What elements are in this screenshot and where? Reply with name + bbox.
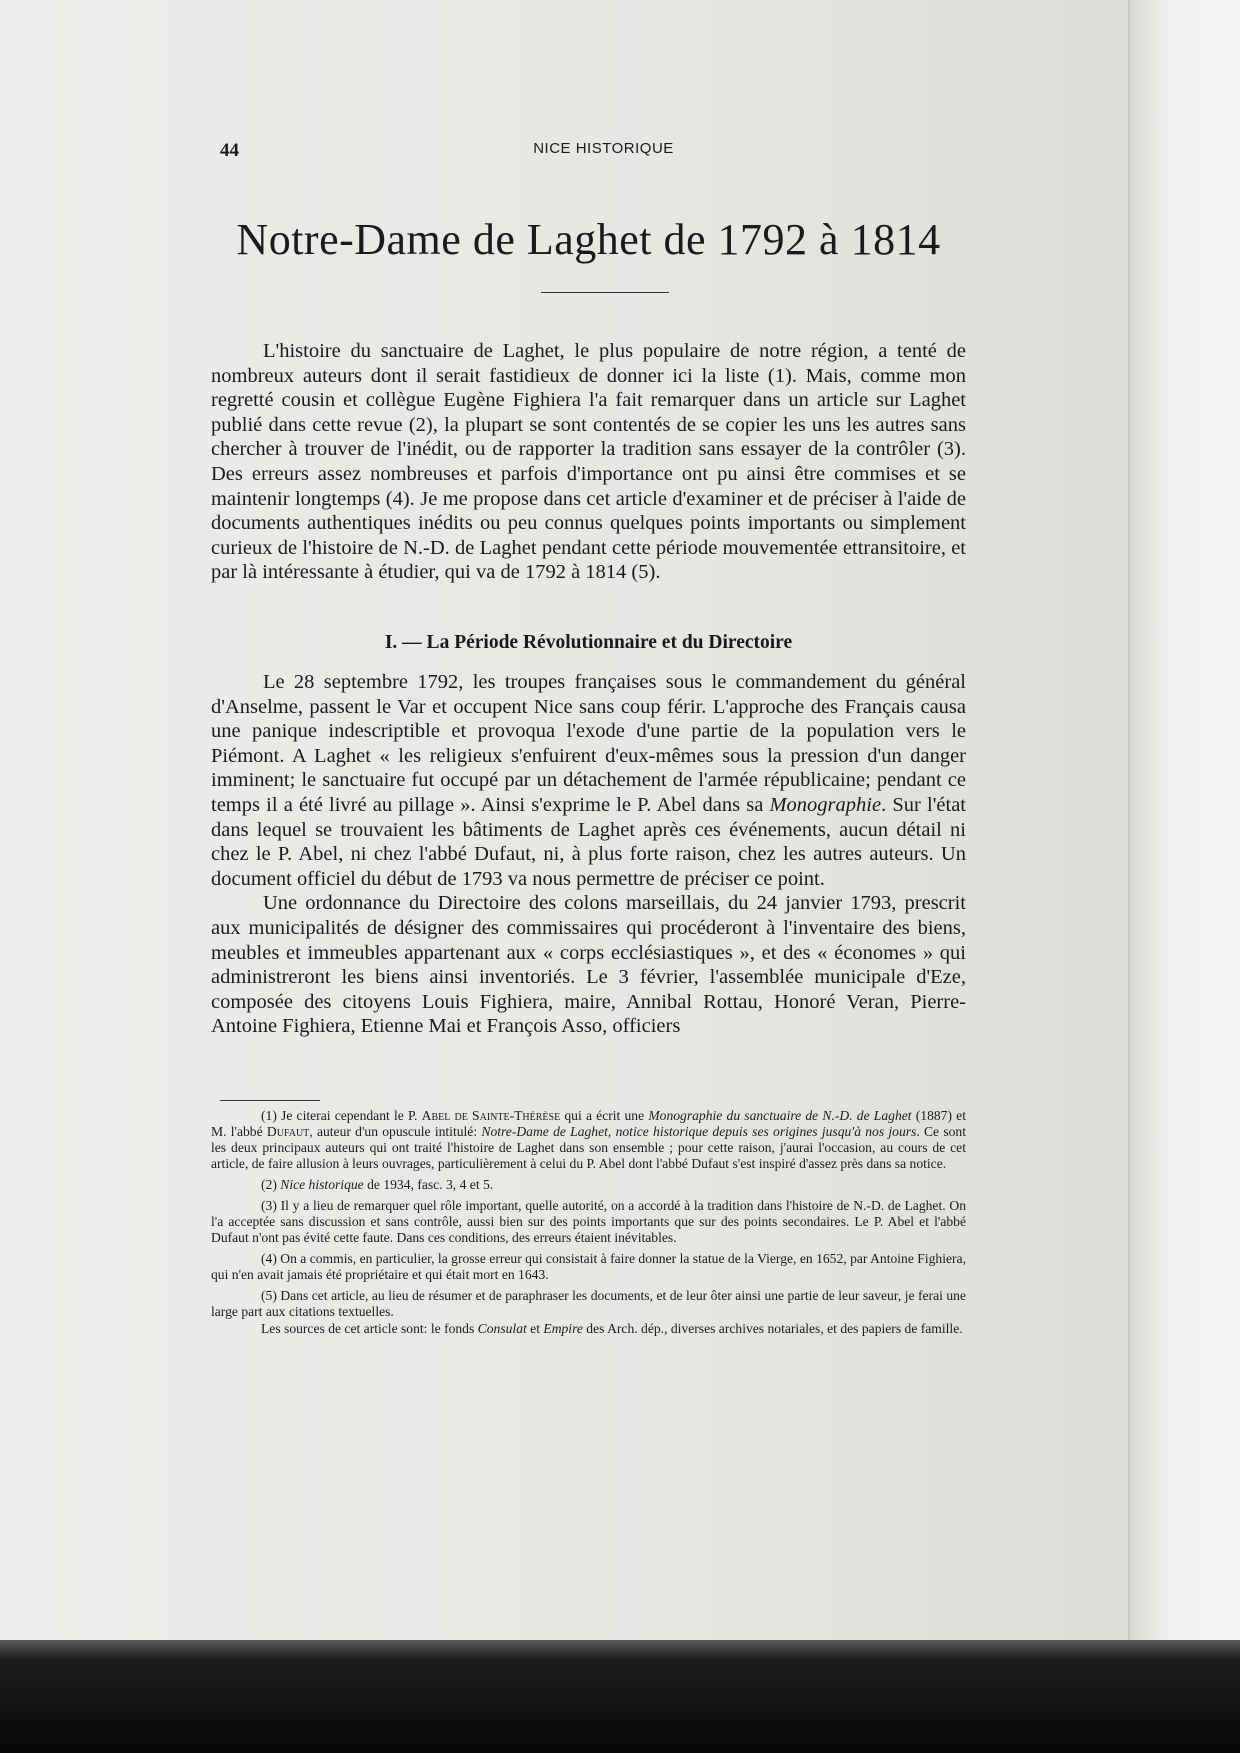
section-body	[211, 670, 966, 1039]
intro-section	[211, 339, 966, 585]
fn1-text: (1887) et M. l'abbé	[211, 1108, 966, 1139]
section-paragraph-2: Une ordonnance du Directoire des colons marseillais, du 24 janvier 1793, prescrit aux municipalités de désigner des commissaires qui procéderont à l'inventaire des biens, meubles et immeubles appartenant aux « corps ecclésiastiques », et des « économes » qui administreront les biens ainsi inventoriés. Le 3 février, l'assemblée municipale d'Eze, composée des citoyens Louis Fighiera, maire, Annibal Rottau, Honoré Veran, Pierre-Antoine Fighiera, Etienne Mai et François Asso, officiers	[211, 892, 966, 1038]
fn5-text: et	[526, 1321, 544, 1336]
fn2-text: (2)	[261, 1177, 281, 1192]
fn5-italic: Empire	[543, 1321, 583, 1336]
page-number: 44	[220, 140, 239, 161]
scan-border	[0, 1640, 1240, 1753]
section-p1-text-a: Le 28 septembre 1792, les troupes françaises sous le commandement du général d'Anselme, passent le Var et occupent Nice sans coup férir. L'approche des Français causa une panique indescriptible et provoqua l'exode d'une partie de la population vers le Piémont. A Laghet « les religieux s'enfuirent d'eux-mêmes sous la pression d'un danger imminent; le sanctuaire fut occupé par un détachement de l'armée républicaine; pendant ce temps il a été livré au pillage ». Ainsi s'exprime le P. Abel dans sa	[211, 671, 966, 816]
fn5-text: des Arch. dép., diverses archives notariales, et des papiers de famille.	[582, 1321, 963, 1336]
fn1-author: Abel de Sainte-Thérèse	[421, 1108, 561, 1123]
footnote-3: (3) Il y a lieu de remarquer quel rôle important, quelle autorité, on a accordé à la tradition dans l'histoire de N.-D. de Laghet. On l'a acceptée sans discussion et sans contrôle, aussi bien sur des points importants que sur des points secondaires. Le P. Abel et l'abbé Dufaut n'ont pas évité cette faute. Dans ces conditions, des erreurs étaient inévitables.	[211, 1198, 966, 1245]
footnote-5-sources	[211, 1321, 966, 1337]
article-title: Notre-Dame de Laghet de 1792 à 1814	[236, 215, 941, 264]
footnote-5: (5) Dans cet article, au lieu de résumer et de paraphraser les documents, et de leur ôter ainsi une partie de leur saveur, je ferai une large part aux citations textuelles.	[211, 1288, 966, 1319]
section-p1-italic: Monographie	[769, 793, 882, 816]
fn1-title: Notre-Dame de Laghet, notice historique depuis ses origines jusqu'à nos jours	[481, 1124, 917, 1139]
section-heading: I. — La Période Révolutionnaire et du Directoire	[384, 632, 793, 653]
section-paragraph-1	[211, 670, 966, 891]
footnote-rule	[220, 1100, 320, 1101]
fn5-italic: Consulat	[477, 1321, 527, 1336]
title-rule	[541, 292, 669, 293]
footnote-4: (4) On a commis, en particulier, la grosse erreur qui consistait à faire donner la statue de la Vierge, en 1652, par Antoine Fighiera, qui n'en avait jamais été propriétaire et qui était mort en 1643.	[211, 1251, 966, 1282]
footnote-2	[211, 1177, 966, 1193]
fn1-text: . Ce sont les deux principaux auteurs qui ont traité l'histoire de Laghet dans son ensemble ; pour cette raison, j'aurai l'occasion, au cours de cet article, de faire allusion à leurs ouvrages, particulièrement à celui du P. Abel dont l'abbé Dufaut s'est inspiré d'assez près dans sa notice.	[211, 1124, 966, 1171]
fn1-title: Monographie du sanctuaire de N.-D. de Laghet	[648, 1108, 912, 1123]
fn2-title: Nice historique	[280, 1177, 364, 1192]
fn1-text: (1) Je citerai cependant le P.	[261, 1108, 422, 1123]
footnote-1	[211, 1108, 966, 1172]
page-edge	[1128, 0, 1240, 1650]
footnotes	[211, 1108, 966, 1342]
section-p1-text-b: . Sur l'état dans lequel se trouvaient les bâtiments de Laghet après ces événements, aucun détail ni chez le P. Abel, ni chez l'abbé Dufaut, ni, à plus forte raison, chez les autres auteurs. Un document officiel du début de 1793 va nous permettre de préciser ce point.	[211, 793, 966, 890]
fn1-author: Dufaut	[266, 1124, 310, 1139]
fn2-text: de 1934, fasc. 3, 4 et 5.	[363, 1177, 494, 1192]
fn1-text: , auteur d'un opuscule intitulé:	[309, 1124, 482, 1139]
page-header	[211, 140, 966, 166]
fn1-text: qui a écrit une	[560, 1108, 649, 1123]
fn5-text: Les sources de cet article sont: le fonds	[261, 1321, 478, 1336]
intro-paragraph: L'histoire du sanctuaire de Laghet, le plus populaire de notre région, a tenté de nombreux auteurs dont il serait fastidieux de donner ici la liste (1). Mais, comme mon regretté cousin et collègue Eugène Fighiera l'a fait remarquer dans un article sur Laghet publié dans cette revue (2), la plupart se sont contentés de se copier les uns les autres sans chercher à trouver de l'inédit, ou de rapporter la tradition sans essayer de la contrôler (3). Des erreurs assez nombreuses et parfois d'importance ont pu ainsi être commises et se maintenir longtemps (4). Je me propose dans cet article d'examiner et de préciser à l'aide de documents authentiques inédits ou peu connus quelques points importants ou simplement curieux de l'histoire de N.-D. de Laghet pendant cette période mouvementée ettransitoire, et par là intéressante à étudier, qui va de 1792 à 1814 (5).	[211, 340, 966, 584]
running-head: NICE HISTORIQUE	[533, 140, 674, 157]
